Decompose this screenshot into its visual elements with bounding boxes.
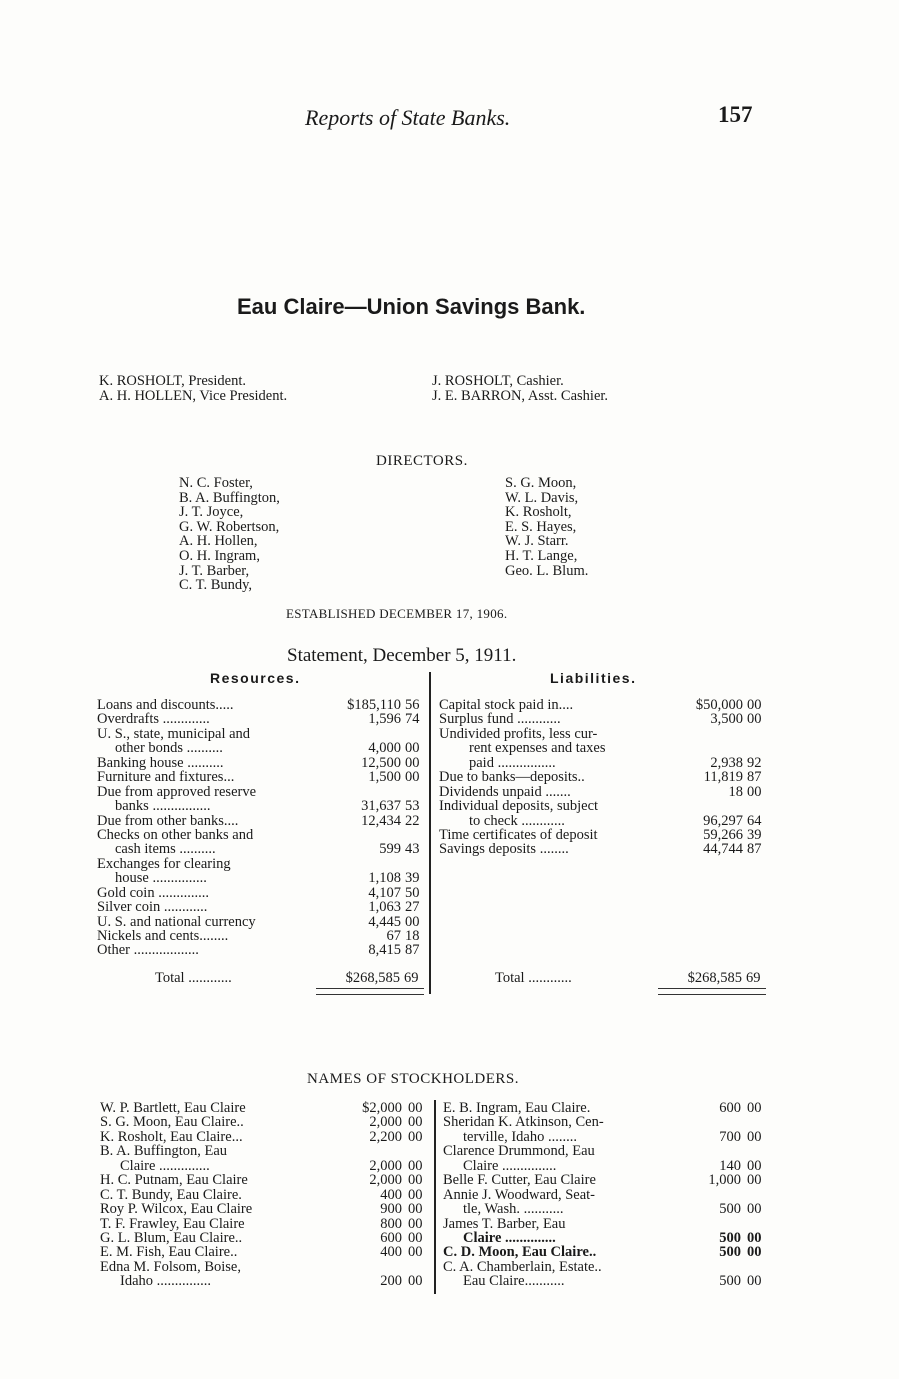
stockholder-row (443, 1274, 773, 1288)
resource-row (97, 814, 427, 828)
liability-row-label: Time certificates of deposit (439, 826, 598, 843)
stockholder-row (100, 1188, 432, 1202)
resource-row (97, 929, 427, 943)
stockholder-row-dollars: 600 (380, 1229, 402, 1246)
stockholder-row-label: G. L. Blum, Eau Claire.. (100, 1229, 243, 1246)
resource-row-cents: 27 (405, 899, 420, 916)
resource-row-cents: 56 (405, 697, 420, 713)
director-name: G. W. Robertson, (179, 518, 280, 535)
director-name: J. T. Barber, (179, 562, 250, 579)
resource-row-cents: 43 (405, 841, 420, 858)
stockholder-row (100, 1202, 432, 1216)
resource-row (97, 871, 427, 885)
stockholder-row-label: C. T. Bundy, Eau Claire. (100, 1186, 242, 1203)
liability-row-dollars: 96,297 (703, 812, 743, 829)
liability-row (439, 770, 769, 784)
liability-row (439, 814, 769, 828)
stockholder-row-cents: 00 (747, 1244, 762, 1261)
director-name: E. S. Hayes, (505, 518, 577, 535)
liabilities-heading: Liabilities. (550, 670, 637, 686)
liabilities-total-double-rule (658, 988, 766, 995)
stockholder-row-cents: 00 (408, 1244, 423, 1261)
stockholder-row-dollars: 500 (719, 1273, 741, 1290)
resource-row-label: Exchanges for clearing (97, 855, 231, 872)
resource-row-label: Other .................. (97, 942, 199, 959)
resource-row-label: house ............... (115, 870, 207, 887)
resources-table (97, 698, 427, 958)
liability-row-label: Capital stock paid in.... (439, 697, 574, 713)
resource-row-cents: 18 (405, 928, 420, 944)
stockholder-row-label: E. M. Fish, Eau Claire.. (100, 1244, 238, 1261)
stockholder-row (100, 1144, 432, 1158)
officer-vice-president: A. H. HOLLEN, Vice President. (99, 388, 288, 404)
resource-row-cents: 50 (405, 884, 420, 901)
stockholder-row-label: tle, Wash. ........... (463, 1201, 564, 1218)
liabilities-total-cents: 69 (746, 970, 761, 986)
stockholder-row-cents: 00 (747, 1229, 762, 1246)
resource-row (97, 886, 427, 900)
resource-row-label: Banking house .......... (97, 754, 224, 771)
stockholder-row-dollars: 140 (719, 1157, 741, 1174)
stockholder-row-label: Belle F. Cutter, Eau Claire (443, 1172, 596, 1189)
resource-row-label: Silver coin ............ (97, 899, 208, 916)
stockholder-row-label: S. G. Moon, Eau Claire.. (100, 1114, 244, 1131)
liability-row-dollars: 3,500 (710, 711, 743, 728)
directors-heading: DIRECTORS. (376, 453, 468, 469)
stockholder-row (443, 1217, 773, 1231)
stockholder-row-cents: 00 (408, 1229, 423, 1246)
resource-row (97, 770, 427, 784)
stockholder-row (443, 1173, 773, 1187)
director-name: S. G. Moon, (505, 475, 577, 491)
resource-row-dollars: 4,107 (368, 884, 401, 901)
established-date: ESTABLISHED DECEMBER 17, 1906. (286, 606, 508, 621)
liability-row-cents: 87 (747, 769, 762, 786)
stockholders-divider (434, 1100, 436, 1294)
liability-row-label: to check ............ (469, 812, 565, 829)
officer-president: K. ROSHOLT, President. (99, 373, 247, 389)
statement-title: Statement, December 5, 1911. (287, 645, 517, 666)
resource-row-dollars: 4,445 (368, 913, 401, 930)
resources-total-cents: 69 (404, 970, 419, 986)
liability-row-cents: 00 (747, 711, 762, 728)
stockholder-row-dollars: 500 (719, 1229, 741, 1246)
liability-row-cents: 00 (747, 697, 762, 713)
stockholder-row-label: Clarence Drummond, Eau (443, 1143, 595, 1160)
resource-row (97, 727, 427, 741)
stockholder-row (100, 1130, 432, 1144)
liability-row-cents: 39 (747, 826, 762, 843)
resource-row-cents: 74 (405, 711, 420, 728)
stockholder-row-cents: 00 (747, 1157, 762, 1174)
resource-row-dollars: 12,434 (361, 812, 401, 829)
stockholder-row-cents: 00 (408, 1114, 423, 1131)
officer-cashier: J. ROSHOLT, Cashier. (432, 373, 564, 389)
resource-row-dollars: 31,637 (361, 798, 401, 815)
stockholder-row-dollars: $2,000 (362, 1100, 402, 1116)
officer-asst-cashier: J. E. BARRON, Asst. Cashier. (432, 388, 609, 404)
resource-row-label: U. S. and national currency (97, 913, 256, 930)
stockholder-row (100, 1115, 432, 1129)
liability-row-label: Savings deposits ........ (439, 841, 569, 858)
stockholder-row (100, 1217, 432, 1231)
stockholder-row-label: James T. Barber, Eau (443, 1215, 566, 1232)
stockholder-row-label: Idaho ............... (120, 1273, 212, 1290)
stockholder-row-label: Annie J. Woodward, Seat- (443, 1186, 595, 1203)
liability-row-label: Surplus fund ............ (439, 711, 561, 728)
resource-row (97, 712, 427, 726)
liability-row-cents: 92 (747, 754, 762, 771)
resource-row-dollars: 12,500 (361, 754, 401, 771)
director-name: W. J. Starr. (505, 533, 569, 550)
liabilities-total-dollars: $268,585 (687, 970, 742, 986)
stockholder-row (443, 1188, 773, 1202)
liability-row (439, 727, 769, 741)
stockholder-row-dollars: 700 (719, 1128, 741, 1145)
stockholder-row-label: Claire .............. (120, 1157, 210, 1174)
resource-row-label: banks ................ (115, 798, 211, 815)
stockholder-row (443, 1231, 773, 1245)
resource-row-label: Nickels and cents........ (97, 928, 229, 944)
stockholder-row-dollars: 2,000 (369, 1114, 402, 1131)
stockholder-row-label: Claire ............... (463, 1157, 557, 1174)
director-name: A. H. Hollen, (179, 533, 258, 550)
stockholders-right-table (443, 1101, 773, 1289)
liability-row (439, 712, 769, 726)
stockholder-row (100, 1231, 432, 1245)
resource-row-label: U. S., state, municipal and (97, 725, 251, 742)
stockholder-row (100, 1274, 432, 1288)
stockholder-row-cents: 00 (747, 1128, 762, 1145)
resource-row-cents: 53 (405, 798, 420, 815)
resource-row (97, 900, 427, 914)
resource-row-dollars: 599 (379, 841, 401, 858)
resource-row (97, 698, 427, 712)
stockholder-row-label: C. A. Chamberlain, Estate.. (443, 1258, 602, 1275)
resource-row-cents: 87 (405, 942, 420, 959)
liabilities-total-label: Total ............ (495, 970, 572, 986)
bank-name: Eau Claire—Union Savings Bank. (237, 294, 586, 319)
liabilities-table (439, 698, 769, 857)
resource-row-dollars: 1,596 (368, 711, 401, 728)
stockholder-row-dollars: 200 (380, 1273, 402, 1290)
stockholders-heading: NAMES OF STOCKHOLDERS. (307, 1071, 520, 1087)
resource-row (97, 799, 427, 813)
resource-row (97, 785, 427, 799)
liability-row (439, 785, 769, 799)
director-name: J. T. Joyce, (179, 504, 244, 521)
stockholder-row (100, 1159, 432, 1173)
stockholder-row-cents: 00 (747, 1172, 762, 1189)
stockholder-row (100, 1101, 432, 1115)
stockholder-row (443, 1159, 773, 1173)
resource-row-label: Overdrafts ............. (97, 711, 210, 728)
liability-row (439, 756, 769, 770)
resource-row-dollars: 1,108 (368, 870, 401, 887)
stockholder-row-label: B. A. Buffington, Eau (100, 1143, 228, 1160)
resource-row-cents: 22 (405, 812, 420, 829)
director-name: Geo. L. Blum. (505, 562, 589, 579)
officers-right (432, 374, 608, 404)
director-name: C. T. Bundy, (179, 577, 253, 594)
liability-row (439, 698, 769, 712)
resource-row-cents: 00 (405, 740, 420, 757)
stockholder-row-label: terville, Idaho ........ (463, 1128, 577, 1145)
stockholder-row (443, 1202, 773, 1216)
stockholder-row-cents: 00 (747, 1273, 762, 1290)
resource-row-dollars: 4,000 (368, 740, 401, 757)
liability-row (439, 799, 769, 813)
resource-row-label: Due from approved reserve (97, 783, 257, 800)
stockholder-row (443, 1130, 773, 1144)
stockholder-row (443, 1144, 773, 1158)
liability-row (439, 741, 769, 755)
stockholder-row-cents: 00 (408, 1201, 423, 1218)
stockholder-row-dollars: 2,000 (369, 1157, 402, 1174)
liability-row-label: Dividends unpaid ....... (439, 783, 571, 800)
resource-row-cents: 00 (405, 754, 420, 771)
liability-row-label: rent expenses and taxes (469, 740, 606, 757)
liability-row-label: paid ................ (469, 754, 556, 771)
directors-right-column (505, 476, 588, 578)
resource-row (97, 943, 427, 957)
resource-row-dollars: 1,500 (368, 769, 401, 786)
resource-row-label: Gold coin .............. (97, 884, 209, 901)
stockholder-row (443, 1115, 773, 1129)
resources-total-label: Total ............ (155, 970, 232, 986)
liability-row-dollars: 11,819 (703, 769, 743, 786)
resource-row-label: Due from other banks.... (97, 812, 239, 829)
stockholder-row-label: E. B. Ingram, Eau Claire. (443, 1100, 591, 1116)
running-header-title: Reports of State Banks. (305, 105, 511, 130)
resource-row-dollars: 8,415 (368, 942, 401, 959)
stockholder-row-label: Edna M. Folsom, Boise, (100, 1258, 241, 1275)
liability-row-cents: 64 (747, 812, 762, 829)
stockholder-row (100, 1260, 432, 1274)
stockholder-row-cents: 00 (747, 1201, 762, 1218)
resource-row (97, 756, 427, 770)
stockholder-row (100, 1173, 432, 1187)
stockholder-row-dollars: 500 (719, 1244, 741, 1261)
director-name: W. L. Davis, (505, 489, 579, 506)
director-name: H. T. Lange, (505, 547, 578, 564)
stockholder-row (443, 1245, 773, 1259)
liability-row-dollars: 59,266 (703, 826, 743, 843)
stockholder-row-label: K. Rosholt, Eau Claire... (100, 1128, 243, 1145)
stockholder-row (100, 1245, 432, 1259)
resource-row-label: other bonds .......... (115, 740, 223, 757)
resource-row-label: Furniture and fixtures... (97, 769, 235, 786)
stockholder-row (443, 1260, 773, 1274)
resource-row-dollars: $185,110 (347, 697, 401, 713)
liability-row (439, 842, 769, 856)
director-name: B. A. Buffington, (179, 489, 280, 506)
resource-row (97, 842, 427, 856)
stockholder-row-dollars: 800 (380, 1215, 402, 1232)
resource-row (97, 741, 427, 755)
stockholder-row-label: T. F. Frawley, Eau Claire (100, 1215, 245, 1232)
stockholder-row-label: Eau Claire........... (463, 1273, 565, 1290)
director-name: K. Rosholt, (505, 504, 572, 521)
stockholder-row-cents: 00 (408, 1273, 423, 1290)
stockholder-row-dollars: 2,000 (369, 1172, 402, 1189)
resource-row-cents: 00 (405, 913, 420, 930)
stockholder-row-dollars: 900 (380, 1201, 402, 1218)
stockholder-row-dollars: 600 (719, 1100, 741, 1116)
stockholders-left-table (100, 1101, 432, 1289)
stockholder-row-label: H. C. Putnam, Eau Claire (100, 1172, 248, 1189)
liability-row-label: Due to banks—deposits.. (439, 769, 585, 786)
liability-row-label: Individual deposits, subject (439, 798, 599, 815)
column-divider (429, 672, 431, 994)
resource-row-cents: 39 (405, 870, 420, 887)
liability-row-label: Undivided profits, less cur- (439, 725, 598, 742)
resource-row (97, 857, 427, 871)
resource-row (97, 915, 427, 929)
stockholder-row-cents: 00 (408, 1172, 423, 1189)
stockholder-row-label: Roy P. Wilcox, Eau Claire (100, 1201, 253, 1218)
stockholder-row-cents: 00 (408, 1128, 423, 1145)
stockholder-row-label: Claire .............. (463, 1229, 556, 1246)
stockholder-row-dollars: 400 (380, 1244, 402, 1261)
resources-heading: Resources. (210, 670, 301, 686)
officers-left (99, 374, 287, 404)
liability-row-dollars: $50,000 (695, 697, 743, 713)
stockholder-row-label: C. D. Moon, Eau Claire.. (443, 1244, 597, 1261)
resource-row (97, 828, 427, 842)
stockholder-row-cents: 00 (408, 1215, 423, 1232)
stockholder-row-cents: 00 (408, 1186, 423, 1203)
resource-row-cents: 00 (405, 769, 420, 786)
stockholder-row-dollars: 1,000 (708, 1172, 741, 1189)
stockholder-row-dollars: 2,200 (369, 1128, 402, 1145)
director-name: N. C. Foster, (179, 475, 253, 491)
resources-total-double-rule (316, 988, 424, 995)
resource-row-label: Checks on other banks and (97, 826, 254, 843)
stockholder-row-cents: 00 (747, 1100, 762, 1116)
liability-row-dollars: 18 (728, 783, 743, 800)
stockholder-row (443, 1101, 773, 1115)
resource-row-dollars: 1,063 (368, 899, 401, 916)
stockholder-row-dollars: 400 (380, 1186, 402, 1203)
resource-row-label: cash items .......... (115, 841, 216, 858)
stockholder-row-cents: 00 (408, 1100, 423, 1116)
liability-row-dollars: 2,938 (710, 754, 743, 771)
directors-left-column (179, 476, 280, 593)
stockholder-row-label: W. P. Bartlett, Eau Claire (100, 1100, 246, 1116)
stockholder-row-cents: 00 (408, 1157, 423, 1174)
liability-row (439, 828, 769, 842)
stockholder-row-dollars: 500 (719, 1201, 741, 1218)
stockholder-row-label: Sheridan K. Atkinson, Cen- (443, 1114, 604, 1131)
director-name: O. H. Ingram, (179, 547, 260, 564)
resource-row-dollars: 67 (386, 928, 401, 944)
liability-row-cents: 00 (747, 783, 762, 800)
resource-row-label: Loans and discounts..... (97, 697, 234, 713)
resources-total-dollars: $268,585 (345, 970, 400, 986)
liability-row-dollars: 44,744 (703, 841, 743, 858)
page-number: 157 (718, 102, 753, 127)
liability-row-cents: 87 (747, 841, 762, 858)
